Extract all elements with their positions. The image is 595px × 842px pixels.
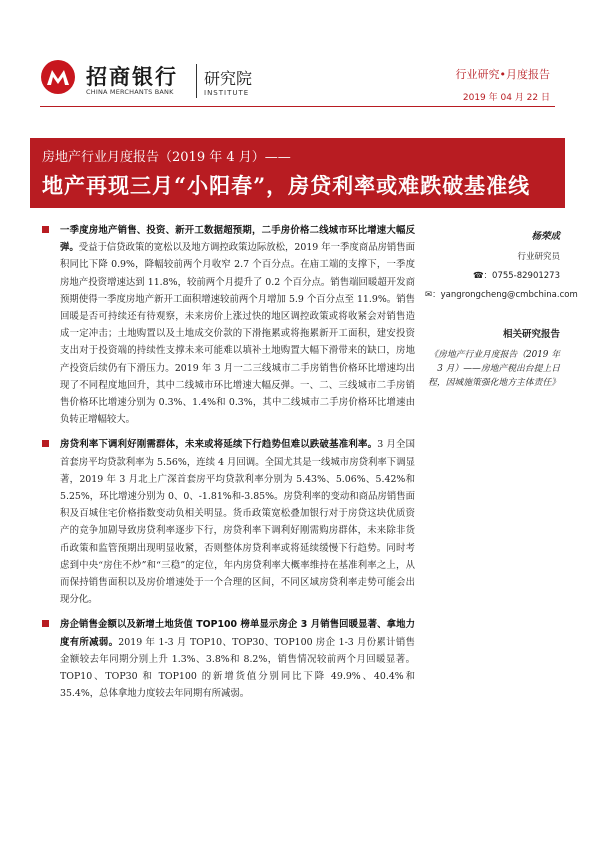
bank-name-en: CHINA MERCHANTS BANK xyxy=(86,88,174,96)
section-lead: 房贷利率下调利好刚需群体，未来或将延续下行趋势但难以跌破基准利率。 xyxy=(60,439,378,451)
sidebar xyxy=(425,222,578,390)
square-bullet-icon xyxy=(42,226,49,233)
section-paragraph xyxy=(60,616,415,702)
section-paragraph xyxy=(60,436,415,608)
related-reports-title: 相关研究报告 xyxy=(502,329,560,340)
section-body: 受益于信贷政策的宽松以及地方调控政策边际放松，2019 年一季度商品房销售面积同比下降 0.9%，降幅较前两个月收窄 2.7 个百分点。在庙工端的支撑下，一季度房地产投资增速达到 11.8%，较前两个月提升了 0.2 个百分点。销售端回暖超开发商预期使得一季度房地产新开工面积增速较前两个月增加 5.9 个百分点至 11.9%。销售回暖是否可持续还有待观察，未来房价上涨过快的地区调控政策或将收紧会对销售造成一定冲击；土地购置以及土地成交价款的下滑拖累或将拖累新开工面积，建安投资支出对于投资端的持续性支撑未来可能难以填补土地购置大幅下滑带来的缺口，房地产投资后续仍有下滑压力。2019 年 3 月一二三线城市二手房销售价格环比增速均出现了不同程度地回升，其中二线城市环比增速大幅反弹。一、二、三线城市二手房销售价格环比增速分别为 0.3%、1.4%和 0.3%，其中二线城市二手房价格环比增速由负转正增幅较大。 xyxy=(60,242,415,426)
report-type: 行业研究•月度报告 xyxy=(455,68,550,81)
phone-icon: ☎： xyxy=(472,271,493,281)
analyst-phone-number: 0755-82901273 xyxy=(492,271,560,281)
bank-logo-icon xyxy=(40,59,76,95)
section-lead: 一季度房地产销售、投资、新开工数据超预期，二手房价格二线城市环比增速大幅反弹。 xyxy=(60,225,415,254)
analyst-role: 行业研究员 xyxy=(517,252,560,262)
email-icon: ✉： xyxy=(425,290,441,300)
institute-name-en: INSTITUTE xyxy=(204,89,250,97)
analyst-name: 杨荣成 xyxy=(531,231,560,242)
analyst-email[interactable] xyxy=(425,288,578,300)
section-developer-ranking xyxy=(40,616,415,702)
section-sales-investment xyxy=(40,222,415,428)
section-body: 2019 年 1-3 月 TOP10、TOP30、TOP100 房企 1-3 月份累计销售金额较去年同期分别上升 1.3%、3.8%和 8.2%，销售情况较前两个月回暖显著。TOP10、TOP30 和 TOP100 的新增货值分别同比下降 49.9%、40.4%和 35.4%，总体拿地力度较去年同期有所减弱。 xyxy=(60,636,415,700)
logo-divider xyxy=(196,64,197,98)
institute-name-cn: 研究院 xyxy=(204,69,253,88)
bank-name-cn: 招商银行 xyxy=(86,65,178,89)
section-lead: 房企销售金额以及新增土地货值 TOP100 榜单显示房企 3 月销售回暖显著、拿地力度有所减弱。 xyxy=(60,619,415,648)
header-rule xyxy=(40,106,555,107)
section-paragraph xyxy=(60,222,415,428)
main-content xyxy=(40,222,415,710)
report-date: 2019 年 04 月 22 日 xyxy=(462,93,550,103)
square-bullet-icon xyxy=(42,620,49,627)
title-banner xyxy=(30,138,565,208)
report-subtitle: 房地产行业月度报告（2019 年 4 月）—— xyxy=(42,150,291,165)
analyst-phone xyxy=(425,269,560,281)
section-body: 3 月全国首套房平均贷款利率为 5.56%，连续 4 月回调。全国尤其是一线城市房贷利率下调显著，2019 年 3 月北上广深首套房平均贷款利率分别为 5.43%、5.06%、5.42%和 5.25%，环比增速分别为 0、0、-1.81%和-3.85%。房贷利率的变动和商品房销售面积及百城住宅价格指数变动负相关明显。货币政策宽松叠加银行对于房贷这块优质资产的竞争加剧导致房贷利率逐步下行，房贷利率下调利好刚需购房群体，未来除非货币政策和监管预期出现明显收紧，否则整体房贷利率或将延续缓慢下行趋势。同时考虑到中央“房住不炒”和“三稳”的定位，年内房贷利率大概率维持在基准利率之上，从而保持销售面积以及房价增速处于一个合理的区间，不同区域房贷利率走势可能会出现分化。 xyxy=(60,439,415,606)
related-report-item[interactable]: 《房地产行业月度报告（2019 年 3 月）——房地产税出台提上日程，因城施策强化地方主体责任》 xyxy=(428,350,560,388)
analyst-email-address[interactable]: yangrongcheng@cmbchina.com xyxy=(440,290,578,300)
report-title: 地产再现三月“小阳春”，房贷利率或难跌破基准线 xyxy=(42,173,531,198)
section-mortgage-rate xyxy=(40,436,415,608)
square-bullet-icon xyxy=(42,440,49,447)
report-header xyxy=(0,0,595,128)
